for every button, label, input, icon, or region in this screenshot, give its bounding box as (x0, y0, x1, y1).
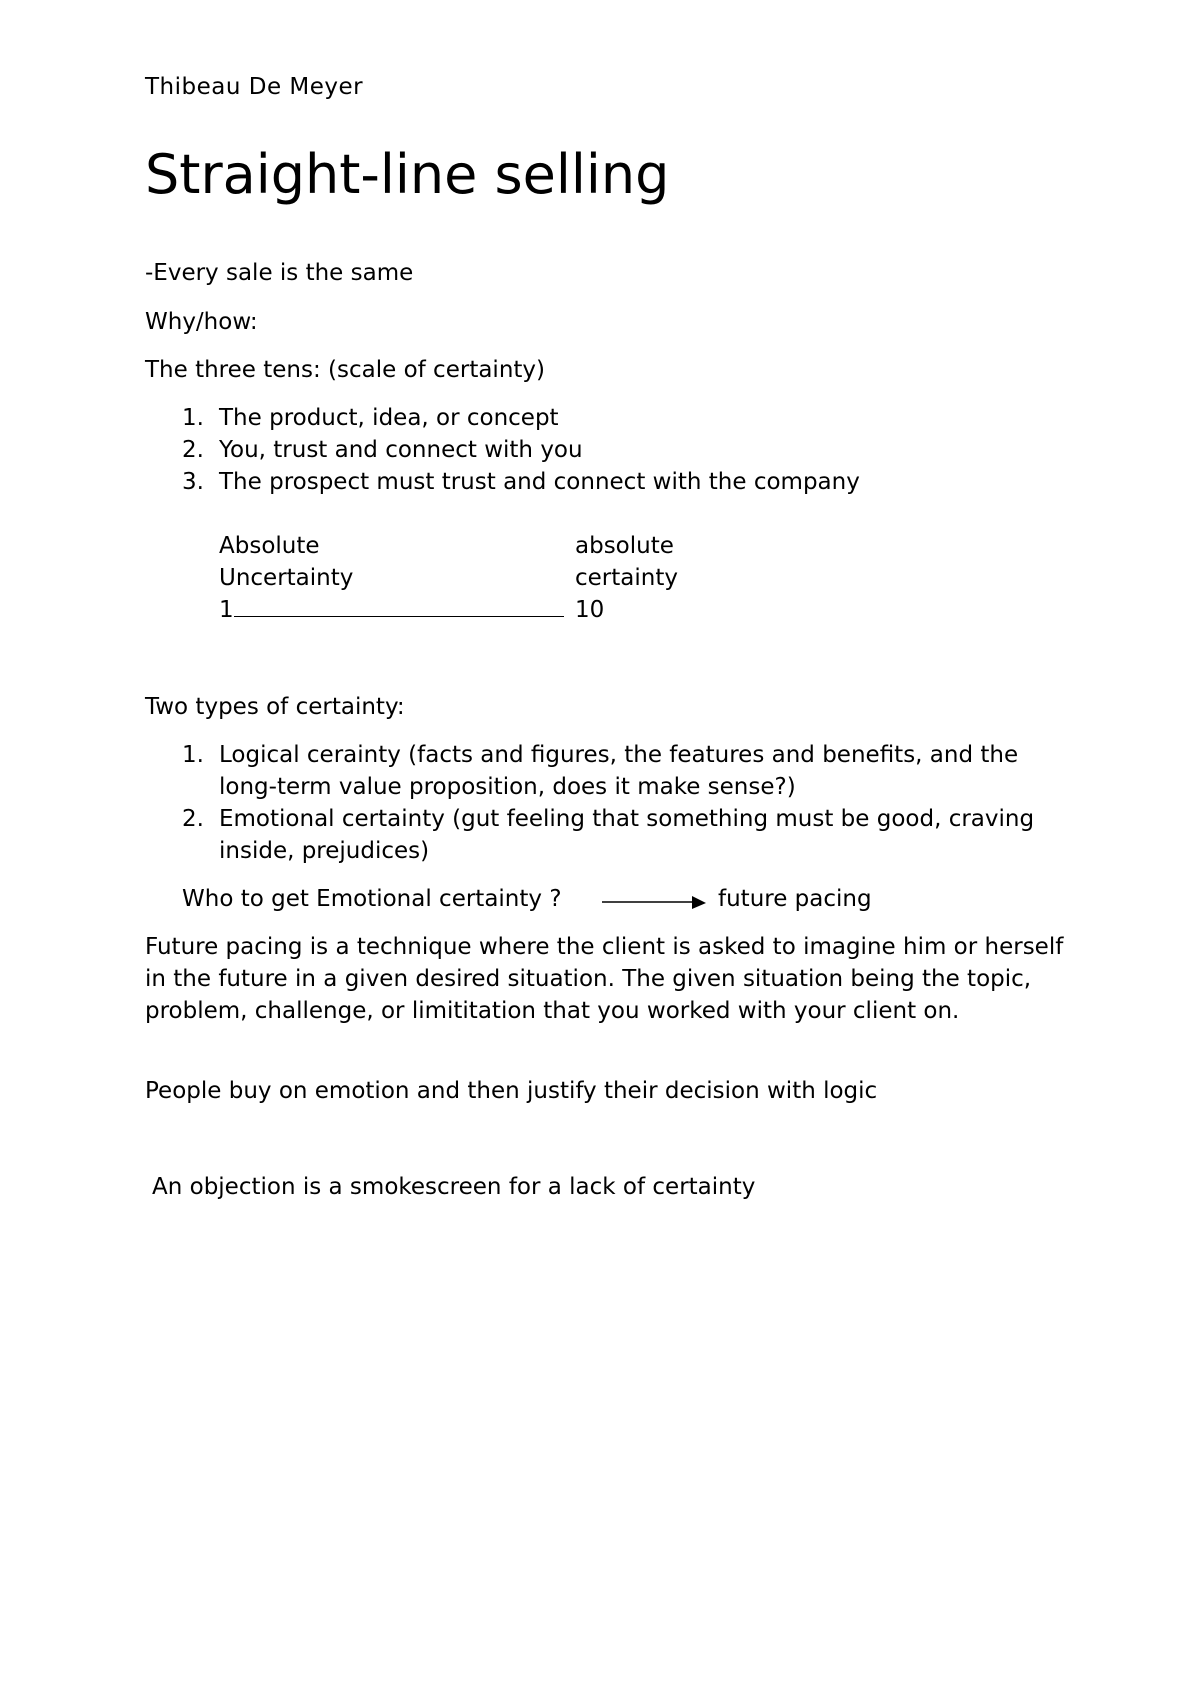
list-number: 1. (182, 742, 204, 768)
list-number: 3. (182, 469, 204, 495)
list-item-text: You, trust and connect with you (219, 437, 583, 463)
intro-line-2: Why/how: (145, 309, 258, 335)
emotional-answer: future pacing (718, 886, 872, 912)
scale-right-value: 10 (575, 597, 605, 623)
emotional-question: Who to get Emotional certainty ? (182, 886, 562, 912)
list-item-text: Logical cerainty (facts and figures, the features and benefits, and the long-term value proposition, does it make sense?) (219, 742, 1019, 800)
list-item-text: The prospect must trust and connect with the company (219, 469, 860, 495)
list-number: 1. (182, 405, 204, 431)
scale-left-top: Absolute (219, 533, 320, 559)
list-item (182, 466, 860, 498)
three-tens-list (182, 402, 860, 498)
scale-left-bottom: Uncertainty (219, 565, 354, 591)
list-item-text: Emotional certainty (gut feeling that something must be good, craving inside, prejudices) (219, 806, 1035, 864)
right-arrow-icon (600, 890, 710, 914)
author-name: Thibeau De Meyer (145, 74, 364, 100)
intro-line-3: The three tens: (scale of certainty) (145, 357, 545, 383)
emotion-logic-paragraph: People buy on emotion and then justify their decision with logic (145, 1078, 878, 1104)
list-item-text: The product, idea, or concept (219, 405, 559, 431)
scale-line (234, 594, 564, 617)
certainty-types-heading: Two types of certainty: (145, 694, 405, 720)
scale-right-bottom: certainty (575, 565, 678, 591)
list-item (182, 803, 1062, 867)
list-number: 2. (182, 437, 204, 463)
future-pacing-paragraph: Future pacing is a technique where the client is asked to imagine him or herself in the future in a given desired situation. The given situation being the topic, problem, challenge, or limititation that you worked with your client on. (145, 934, 1064, 1024)
list-item (182, 402, 860, 434)
list-number: 2. (182, 806, 204, 832)
list-item (182, 434, 860, 466)
page-title: Straight-line selling (145, 143, 670, 206)
scale-left-row (219, 594, 564, 626)
scale-left-value: 1 (219, 597, 234, 623)
certainty-types-list (182, 739, 1062, 867)
scale-right-top: absolute (575, 533, 674, 559)
intro-line-1: -Every sale is the same (145, 260, 414, 286)
list-item (182, 739, 1062, 803)
objection-paragraph: An objection is a smokescreen for a lack of certainty (152, 1174, 756, 1200)
